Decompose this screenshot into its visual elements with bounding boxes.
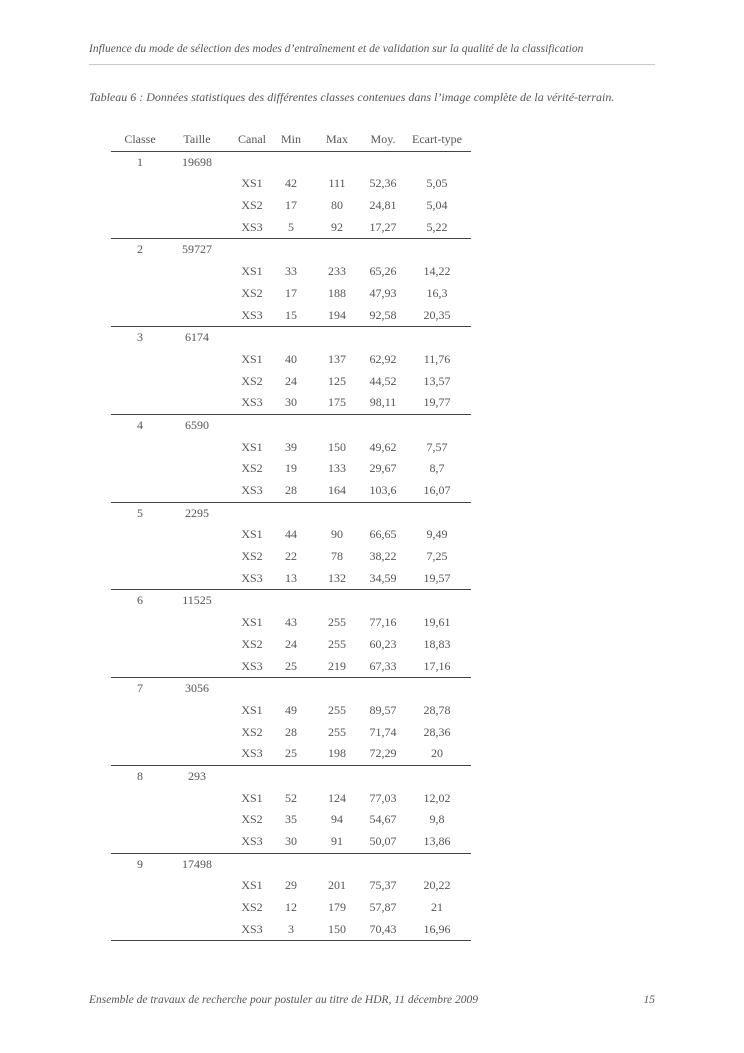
cell-ecart-type: 5,04: [426, 198, 448, 213]
cell-min: 42: [285, 176, 297, 191]
cell-classe: 1: [137, 154, 143, 169]
cell-canal: XS1: [241, 878, 263, 893]
class-row: [111, 854, 471, 876]
cell-ecart-type: 21: [431, 900, 443, 915]
column-header-classe: Classe: [124, 132, 156, 146]
cell-max: 125: [328, 373, 346, 388]
cell-taille: 6590: [185, 417, 209, 432]
cell-moy: 62,92: [369, 351, 397, 366]
cell-canal: XS1: [241, 264, 263, 279]
table-row: [111, 897, 471, 919]
cell-moy: 66,65: [369, 527, 397, 542]
cell-taille: 19698: [182, 154, 212, 169]
cell-max: 78: [331, 549, 343, 564]
cell-max: 255: [328, 615, 346, 630]
cell-min: 43: [285, 615, 297, 630]
table-row: [111, 809, 471, 831]
cell-moy: 50,07: [369, 834, 397, 848]
cell-canal: XS2: [241, 900, 263, 915]
cell-max: 198: [328, 746, 346, 761]
cell-min: 19: [285, 461, 297, 476]
cell-moy: 75,37: [369, 878, 397, 893]
cell-max: 150: [328, 921, 346, 936]
cell-min: 35: [285, 812, 297, 827]
cell-canal: XS2: [241, 549, 263, 564]
class-row: [111, 503, 471, 525]
cell-canal: XS3: [241, 746, 263, 761]
cell-max: 111: [328, 176, 346, 191]
cell-max: 137: [328, 351, 346, 366]
table-row: [111, 305, 471, 328]
cell-ecart-type: 9,8: [429, 812, 445, 827]
cell-moy: 60,23: [369, 636, 397, 651]
class-row: [111, 327, 471, 349]
cell-classe: 3: [137, 330, 143, 345]
cell-max: 133: [328, 461, 346, 476]
cell-classe: 7: [137, 681, 143, 696]
cell-moy: 54,67: [369, 812, 397, 827]
cell-ecart-type: 12,02: [423, 790, 451, 805]
cell-classe: 9: [137, 856, 143, 871]
cell-moy: 92,58: [369, 307, 397, 322]
cell-moy: 24,81: [369, 198, 397, 213]
cell-max: 179: [328, 900, 346, 915]
cell-min: 28: [285, 724, 297, 739]
cell-taille: 11525: [182, 593, 212, 608]
cell-max: 92: [331, 219, 343, 234]
cell-ecart-type: 28,78: [423, 702, 451, 717]
cell-min: 30: [285, 395, 297, 410]
cell-ecart-type: 19,77: [423, 395, 451, 410]
cell-min: 13: [285, 570, 297, 585]
header-rule: [89, 64, 655, 65]
table-caption: Tableau 6 : Données statistiques des différentes classes contenues dans l’image complète de la vérité-terrain.: [89, 90, 615, 104]
table-row: [111, 919, 471, 942]
column-header-moy: Moy.: [370, 132, 396, 146]
cell-ecart-type: 5,22: [426, 219, 448, 234]
column-header-ecart-type: Ecart-type: [412, 132, 462, 146]
cell-min: 17: [285, 198, 297, 213]
cell-taille: 2295: [185, 505, 209, 520]
cell-ecart-type: 7,57: [426, 439, 448, 454]
cell-max: 164: [328, 483, 346, 497]
table-row: [111, 349, 471, 371]
cell-min: 29: [285, 878, 297, 893]
cell-max: 90: [331, 527, 343, 542]
cell-canal: XS1: [241, 176, 263, 191]
cell-min: 25: [285, 746, 297, 761]
cell-classe: 6: [137, 593, 143, 608]
cell-min: 24: [285, 373, 297, 388]
cell-ecart-type: 13,86: [423, 834, 451, 848]
cell-moy: 47,93: [369, 285, 397, 300]
cell-taille: 293: [188, 768, 206, 783]
cell-min: 12: [285, 900, 297, 915]
column-header-min: Min: [280, 132, 301, 146]
cell-canal: XS3: [241, 834, 263, 848]
cell-ecart-type: 19,61: [423, 615, 451, 630]
cell-canal: XS3: [241, 921, 263, 936]
cell-moy: 103,6: [369, 483, 397, 497]
cell-ecart-type: 20,35: [423, 307, 451, 322]
cell-ecart-type: 9,49: [426, 527, 448, 542]
cell-max: 201: [328, 878, 346, 893]
cell-ecart-type: 8,7: [429, 461, 445, 476]
cell-taille: 3056: [185, 681, 209, 696]
table-row: [111, 173, 471, 195]
cell-min: 25: [285, 658, 297, 673]
cell-min: 28: [285, 483, 297, 497]
cell-canal: XS2: [241, 724, 263, 739]
cell-canal: XS3: [241, 219, 263, 234]
cell-canal: XS1: [241, 702, 263, 717]
table-row: [111, 283, 471, 305]
cell-moy: 38,22: [369, 549, 397, 564]
cell-moy: 57,87: [369, 900, 397, 915]
cell-min: 17: [285, 285, 297, 300]
table-row: [111, 875, 471, 897]
cell-min: 3: [288, 921, 294, 936]
cell-min: 22: [285, 549, 297, 564]
table-row: [111, 392, 471, 415]
cell-canal: XS3: [241, 483, 263, 497]
table-row: [111, 217, 471, 240]
cell-max: 132: [328, 570, 346, 585]
table-row: [111, 634, 471, 656]
table-row: [111, 612, 471, 634]
class-row: [111, 152, 471, 174]
cell-moy: 77,16: [369, 615, 397, 630]
cell-ecart-type: 18,83: [423, 636, 451, 651]
table-row: [111, 480, 471, 503]
cell-moy: 71,74: [369, 724, 397, 739]
cell-moy: 52,36: [369, 176, 397, 191]
table-row: [111, 524, 471, 546]
cell-moy: 98,11: [369, 395, 397, 410]
cell-min: 49: [285, 702, 297, 717]
cell-classe: 4: [137, 417, 143, 432]
cell-moy: 49,62: [369, 439, 397, 454]
class-row: [111, 415, 471, 437]
cell-ecart-type: 28,36: [423, 724, 451, 739]
running-footer: Ensemble de travaux de recherche pour postuler au titre de HDR, 11 décembre 2009: [89, 994, 478, 1006]
cell-ecart-type: 20,22: [423, 878, 451, 893]
column-header-canal: Canal: [238, 132, 266, 146]
table-row: [111, 788, 471, 810]
cell-min: 39: [285, 439, 297, 454]
cell-moy: 70,43: [369, 921, 397, 936]
column-header-max: Max: [326, 132, 348, 146]
table-row: [111, 261, 471, 283]
cell-moy: 72,29: [369, 746, 397, 761]
cell-moy: 67,33: [369, 658, 397, 673]
table-header-row: [111, 129, 471, 152]
cell-canal: XS1: [241, 351, 263, 366]
cell-min: 15: [285, 307, 297, 322]
cell-max: 150: [328, 439, 346, 454]
cell-min: 5: [288, 219, 294, 234]
cell-canal: XS2: [241, 812, 263, 827]
cell-min: 40: [285, 351, 297, 366]
statistics-table: [111, 129, 471, 941]
cell-moy: 89,57: [369, 702, 397, 717]
cell-moy: 17,27: [369, 219, 397, 234]
class-row: [111, 678, 471, 700]
cell-canal: XS1: [241, 615, 263, 630]
class-row: [111, 239, 471, 261]
cell-canal: XS3: [241, 658, 263, 673]
cell-canal: XS2: [241, 373, 263, 388]
cell-canal: XS1: [241, 527, 263, 542]
cell-ecart-type: 19,57: [423, 570, 451, 585]
running-header: Influence du mode de sélection des modes d’entraînement et de validation sur la qualité de la classification: [89, 43, 584, 55]
cell-min: 33: [285, 264, 297, 279]
column-header-taille: Taille: [183, 132, 211, 146]
cell-moy: 65,26: [369, 264, 397, 279]
table-row: [111, 831, 471, 854]
cell-canal: XS2: [241, 636, 263, 651]
table-row: [111, 743, 471, 766]
table-row: [111, 546, 471, 568]
cell-max: 194: [328, 307, 346, 322]
table-row: [111, 195, 471, 217]
cell-ecart-type: 16,07: [423, 483, 451, 497]
page-number: 15: [643, 994, 655, 1006]
cell-max: 175: [328, 395, 346, 410]
cell-min: 30: [285, 834, 297, 848]
cell-classe: 5: [137, 505, 143, 520]
table-row: [111, 371, 471, 393]
table-row: [111, 700, 471, 722]
cell-max: 255: [328, 724, 346, 739]
cell-ecart-type: 16,96: [423, 921, 451, 936]
cell-max: 124: [328, 790, 346, 805]
cell-max: 91: [331, 834, 343, 848]
cell-max: 255: [328, 702, 346, 717]
cell-max: 219: [328, 658, 346, 673]
table-row: [111, 656, 471, 679]
cell-canal: XS2: [241, 198, 263, 213]
cell-canal: XS1: [241, 790, 263, 805]
cell-taille: 59727: [182, 242, 212, 257]
table-row: [111, 722, 471, 744]
cell-ecart-type: 17,16: [423, 658, 451, 673]
cell-taille: 6174: [185, 330, 209, 345]
cell-min: 52: [285, 790, 297, 805]
cell-ecart-type: 20: [431, 746, 443, 761]
table-row: [111, 458, 471, 480]
cell-classe: 2: [137, 242, 143, 257]
cell-min: 24: [285, 636, 297, 651]
cell-moy: 44,52: [369, 373, 397, 388]
cell-canal: XS2: [241, 461, 263, 476]
cell-max: 94: [331, 812, 343, 827]
cell-ecart-type: 16,3: [426, 285, 448, 300]
cell-canal: XS3: [241, 570, 263, 585]
cell-canal: XS1: [241, 439, 263, 454]
table-row: [111, 568, 471, 591]
cell-taille: 17498: [182, 856, 212, 871]
table-row: [111, 437, 471, 459]
cell-canal: XS2: [241, 285, 263, 300]
cell-max: 255: [328, 636, 346, 651]
cell-ecart-type: 7,25: [426, 549, 448, 564]
cell-max: 80: [331, 198, 343, 213]
cell-ecart-type: 11,76: [423, 351, 451, 366]
cell-moy: 34,59: [369, 570, 397, 585]
cell-moy: 77,03: [369, 790, 397, 805]
cell-max: 233: [328, 264, 346, 279]
cell-moy: 29,67: [369, 461, 397, 476]
cell-classe: 8: [137, 768, 143, 783]
cell-canal: XS3: [241, 395, 263, 410]
cell-min: 44: [285, 527, 297, 542]
cell-max: 188: [328, 285, 346, 300]
cell-ecart-type: 5,05: [426, 176, 448, 191]
cell-canal: XS3: [241, 307, 263, 322]
cell-ecart-type: 13,57: [423, 373, 451, 388]
class-row: [111, 590, 471, 612]
class-row: [111, 766, 471, 788]
cell-ecart-type: 14,22: [423, 264, 451, 279]
